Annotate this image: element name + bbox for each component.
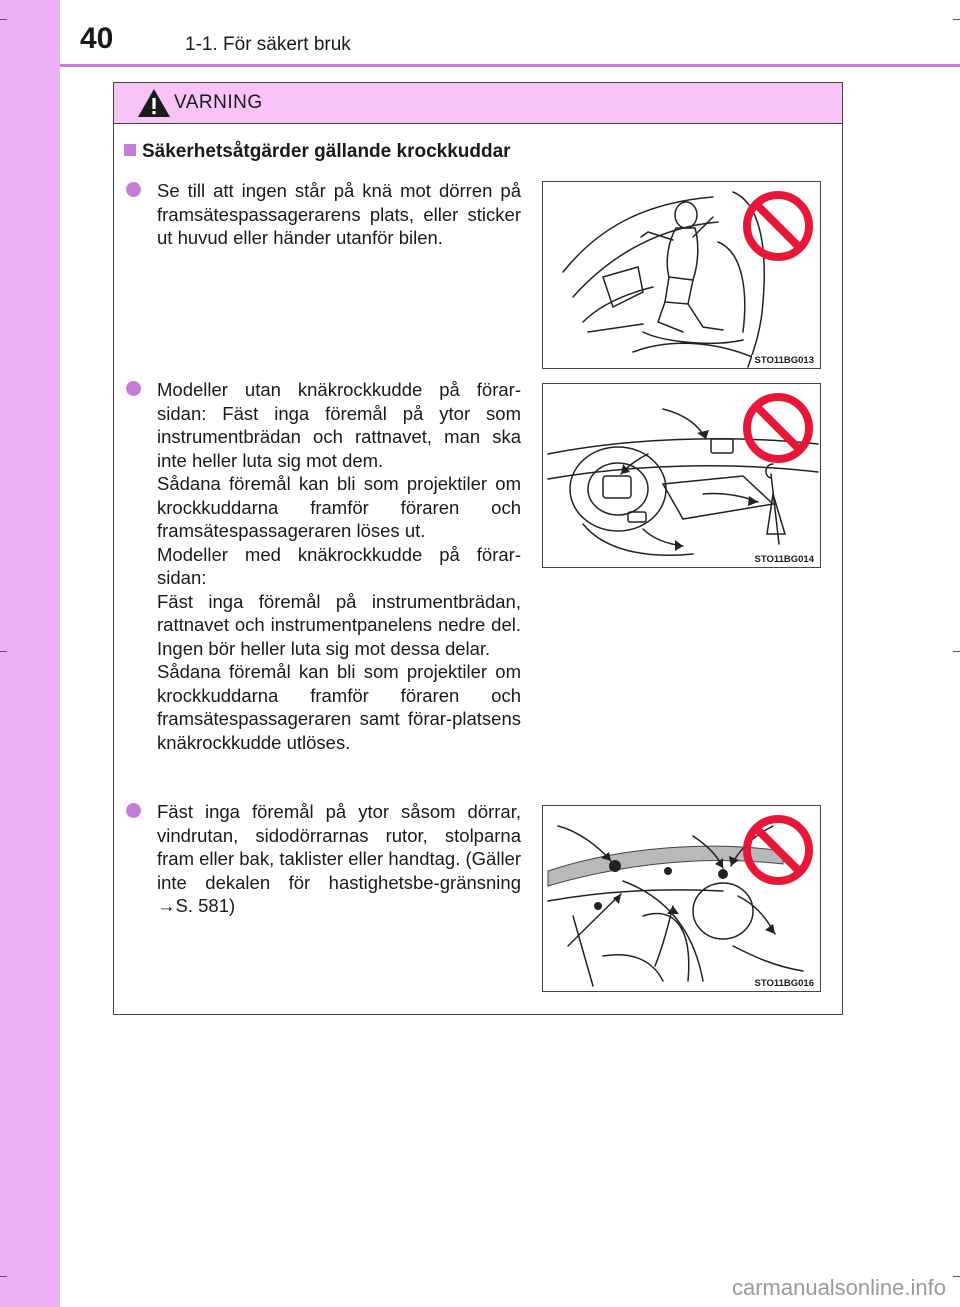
item-paragraph: Se till att ingen står på knä mot dörren på framsätespassagerarens plats, eller sticker ut huvud eller händer utanför bilen. bbox=[157, 180, 521, 248]
prohibition-icon bbox=[742, 814, 814, 886]
item-paragraph: Sådana föremål kan bli som projektiler om krockkuddarna framför föraren och framsätespassageraren samt förar-platsens knäkrockkudde utlöses. bbox=[157, 661, 521, 753]
page-number: 40 bbox=[80, 22, 114, 55]
header-divider bbox=[60, 64, 960, 67]
item-paragraph: Fäst inga föremål på instrumentbrädan, rattnavet och instrumentpanelens nedre del. Ingen bör heller luta sig mot dessa delar. bbox=[157, 590, 521, 659]
chapter-title: 1-1. För säkert bruk bbox=[185, 34, 351, 55]
warning-box bbox=[113, 82, 843, 1015]
crop-mark bbox=[953, 19, 960, 20]
bullet-icon bbox=[126, 803, 141, 818]
figure-kneeling-passenger bbox=[542, 181, 821, 369]
watermark: carmanualsonline.info bbox=[731, 1275, 946, 1300]
figure-code: STO11BG014 bbox=[754, 554, 814, 565]
warning-header bbox=[114, 83, 842, 124]
bullet-icon bbox=[126, 182, 141, 197]
figure-interior-surfaces bbox=[542, 805, 821, 992]
square-bullet-icon bbox=[124, 144, 136, 156]
prohibition-icon bbox=[742, 392, 814, 464]
figure-code: STO11BG013 bbox=[754, 355, 814, 366]
crop-mark bbox=[0, 1276, 7, 1277]
crop-mark bbox=[0, 19, 7, 20]
list-item bbox=[126, 800, 521, 918]
section-title-text: Säkerhetsåtgärder gällande krockkuddar bbox=[142, 141, 511, 162]
figure-dashboard-objects bbox=[542, 383, 821, 568]
item-paragraph: Fäst inga föremål på ytor såsom dörrar, vindrutan, sidodörrarnas rutor, stolparna fram eller bak, taklister eller handtag. (Gäller inte dekalen för hastighetsbe-gränsning →S. 581) bbox=[157, 801, 521, 916]
item-paragraph: Modeller utan knäkrockkudde på förar-sidan: Fäst inga föremål på ytor som instrumentbrädan och rattnavet, man ska inte heller luta sig mot dem. bbox=[157, 379, 521, 471]
item-paragraph: Modeller med knäkrockkudde på förar-sidan: bbox=[157, 543, 521, 588]
bullet-icon bbox=[126, 381, 141, 396]
list-item bbox=[126, 179, 521, 250]
crop-mark bbox=[953, 1276, 960, 1277]
figure-code: STO11BG016 bbox=[754, 978, 814, 989]
crop-mark bbox=[953, 651, 960, 652]
warning-label: VARNING bbox=[174, 92, 263, 113]
warning-triangle-icon bbox=[136, 87, 172, 119]
prohibition-icon bbox=[742, 190, 814, 262]
list-item bbox=[126, 378, 521, 754]
item-paragraph: Sådana föremål kan bli som projektiler om krockkuddarna framför föraren och framsätespassageraren löses ut. bbox=[157, 473, 521, 541]
sidebar-tab bbox=[0, 0, 60, 1307]
section-title bbox=[124, 141, 511, 163]
crop-mark bbox=[0, 651, 7, 652]
